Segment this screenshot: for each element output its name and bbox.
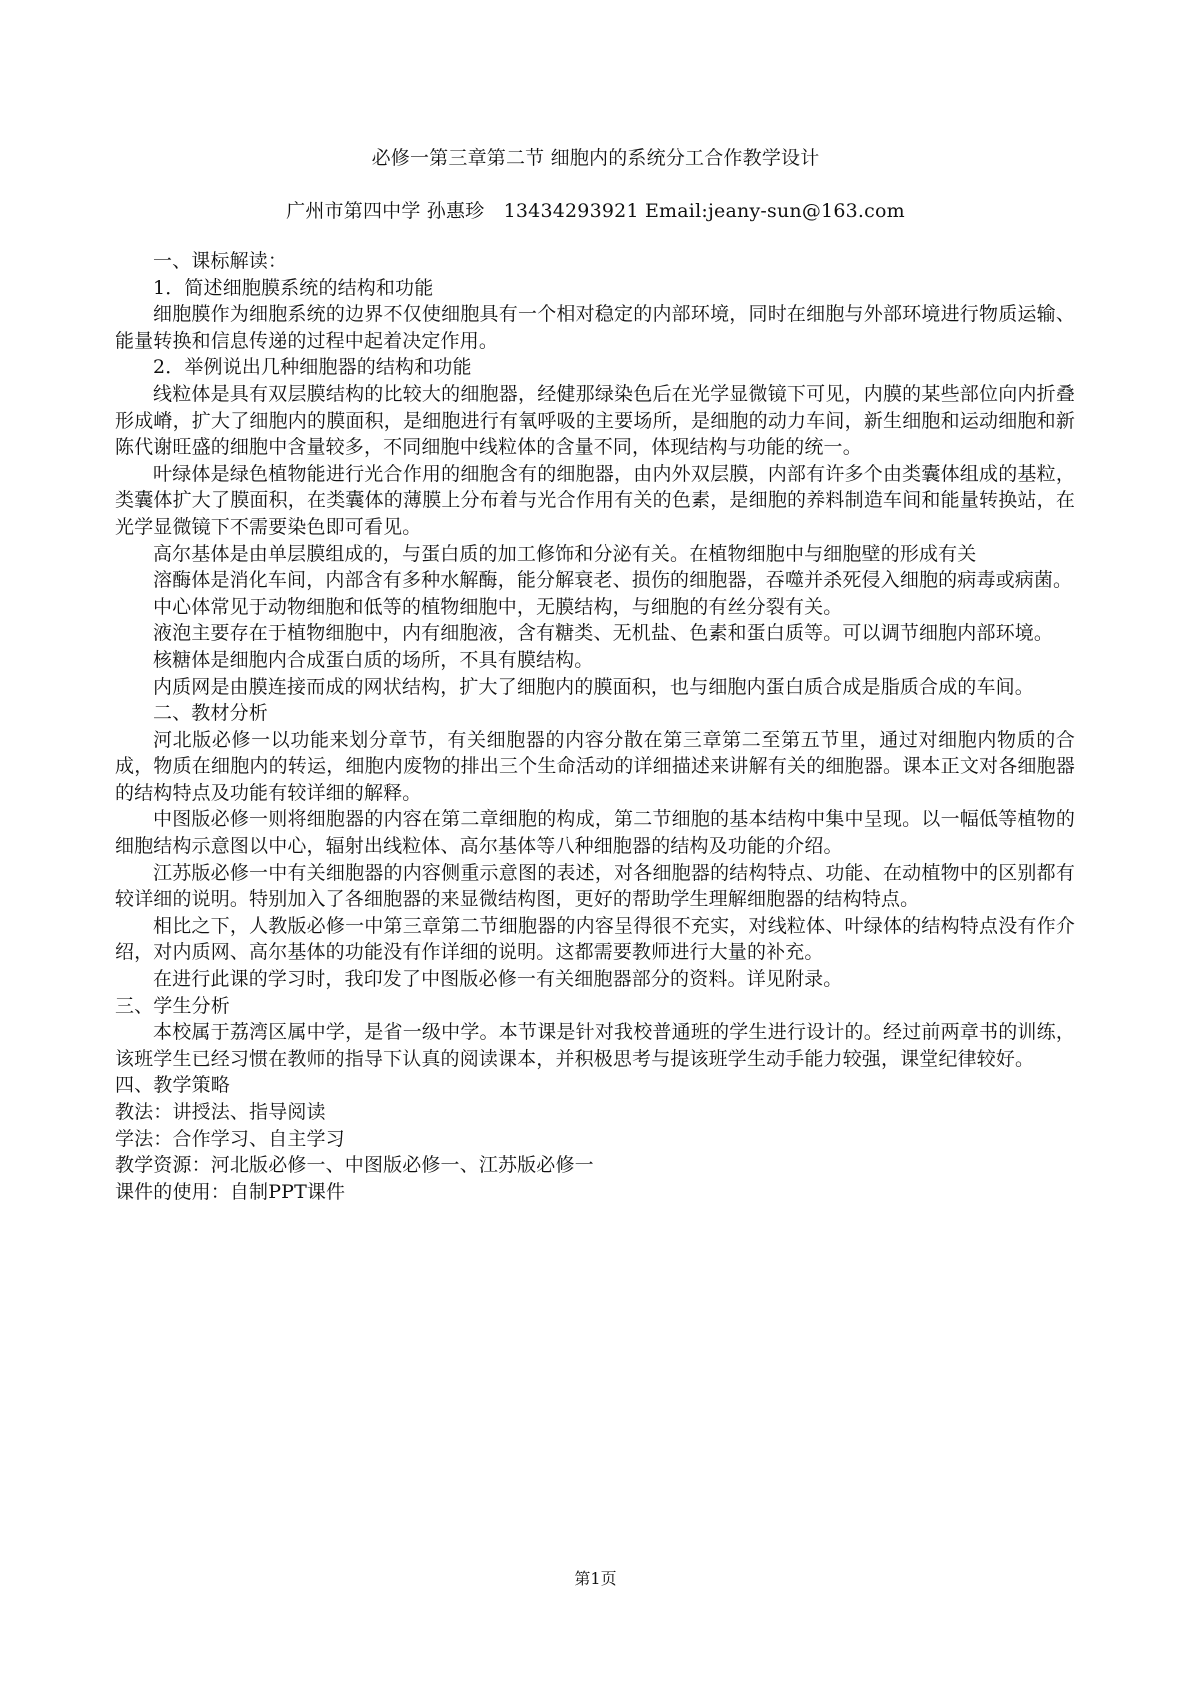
paragraph: 线粒体是具有双层膜结构的比较大的细胞器，经健那绿染色后在光学显微镜下可见，内膜的某些部位向内折叠形成嵴，扩大了细胞内的膜面积，是细胞进行有氧呼吸的主要场所，是细胞的动力车间，新生细胞和运动细胞和新陈代谢旺盛的细胞中含量较多，不同细胞中线粒体的含量不同，体现结构与功能的统一。 <box>115 382 1075 459</box>
paragraph: 高尔基体是由单层膜组成的，与蛋白质的加工修饰和分泌有关。在植物细胞中与细胞壁的形成有关 <box>153 542 977 565</box>
paragraph: 叶绿体是绿色植物能进行光合作用的细胞含有的细胞器，由内外双层膜，内部有许多个由类囊体组成的基粒，类囊体扩大了膜面积，在类囊体的薄膜上分布着与光合作用有关的色素，是细胞的养料制造车间和能量转换站，在光学显微镜下不需要染色即可看见。 <box>115 462 1075 538</box>
paragraph: 细胞膜作为细胞系统的边界不仅使细胞具有一个相对稳定的内部环境，同时在细胞与外部环境进行物质运输、能量转换和信息传递的过程中起着决定作用。 <box>115 303 1075 352</box>
paragraph: 相比之下，人教版必修一中第三章第二节细胞器的内容呈得很不充实，对线粒体、叶绿体的结构特点没有作介绍，对内质网、高尔基体的功能没有作详细的说明。这都需要教师进行大量的补充。 <box>115 914 1075 964</box>
paragraph: 溶酶体是消化车间，内部含有多种水解酶，能分解衰老、损伤的细胞器，吞噬并杀死侵入细胞的病毒或病菌。 <box>153 569 1073 592</box>
page-number: 第1页 <box>574 1569 617 1588</box>
paragraph: 液泡主要存在于植物细胞中，内有细胞液，含有糖类、无机盐、色素和蛋白质等。可以调节细胞内部环境。 <box>153 622 1054 645</box>
strategy-line: 教学资源：河北版必修一、中图版必修一、江苏版必修一 <box>115 1154 594 1177</box>
paragraph: 江苏版必修一中有关细胞器的内容侧重示意图的表述，对各细胞器的结构特点、功能、在动植物中的区别都有较详细的说明。特别加入了各细胞器的来显微结构图，更好的帮助学生理解细胞器的结构特点。 <box>115 861 1075 911</box>
document-body <box>115 248 1075 1205</box>
subheading: 1．简述细胞膜系统的结构和功能 <box>153 276 434 299</box>
paragraph: 中心体常见于动物细胞和低等的植物细胞中，无膜结构，与细胞的有丝分裂有关。 <box>153 595 843 618</box>
subheading: 2．举例说出几种细胞器的结构和功能 <box>153 356 472 379</box>
strategy-line: 教法：讲授法、指导阅读 <box>115 1101 326 1123</box>
section-heading: 四、教学策略 <box>115 1074 230 1097</box>
strategy-line: 学法：合作学习、自主学习 <box>115 1127 345 1150</box>
section-heading: 二、教材分析 <box>153 702 268 725</box>
strategy-line: 课件的使用：自制PPT课件 <box>115 1180 346 1203</box>
paragraph: 核糖体是细胞内合成蛋白质的场所，不具有膜结构。 <box>153 648 594 671</box>
section-heading: 三、学生分析 <box>115 994 230 1017</box>
author-line: 广州市第四中学 孙惠珍 13434293921 Email:jeany-sun@163.com <box>286 200 905 222</box>
paragraph: 在进行此课的学习时，我印发了中图版必修一有关细胞器部分的资料。详见附录。 <box>153 968 843 991</box>
section-heading: 一、课标解读： <box>153 250 288 272</box>
paragraph: 内质网是由膜连接而成的网状结构，扩大了细胞内的膜面积，也与细胞内蛋白质合成是脂质合成的车间。 <box>153 675 1034 698</box>
paragraph: 河北版必修一以功能来划分章节，有关细胞器的内容分散在第三章第二至第五节里，通过对细胞内物质的合成，物质在细胞内的转运，细胞内废物的排出三个生命活动的详细描述来讲解有关的细胞器。课本正文对各细胞器的结构特点及功能有较详细的解释。 <box>115 728 1075 804</box>
paragraph: 中图版必修一则将细胞器的内容在第二章细胞的构成，第二节细胞的基本结构中集中呈现。以一幅低等植物的细胞结构示意图以中心，辐射出线粒体、高尔基体等八种细胞器的结构及功能的介绍。 <box>115 808 1075 858</box>
paragraph: 本校属于荔湾区属中学，是省一级中学。本节课是针对我校普通班的学生进行设计的。经过前两章书的训练，该班学生已经习惯在教师的指导下认真的阅读课本，并积极思考与提该班学生动手能力较强，课堂纪律较好。 <box>115 1021 1075 1070</box>
document-title: 必修一第三章第二节 细胞内的系统分工合作教学设计 <box>371 147 820 169</box>
